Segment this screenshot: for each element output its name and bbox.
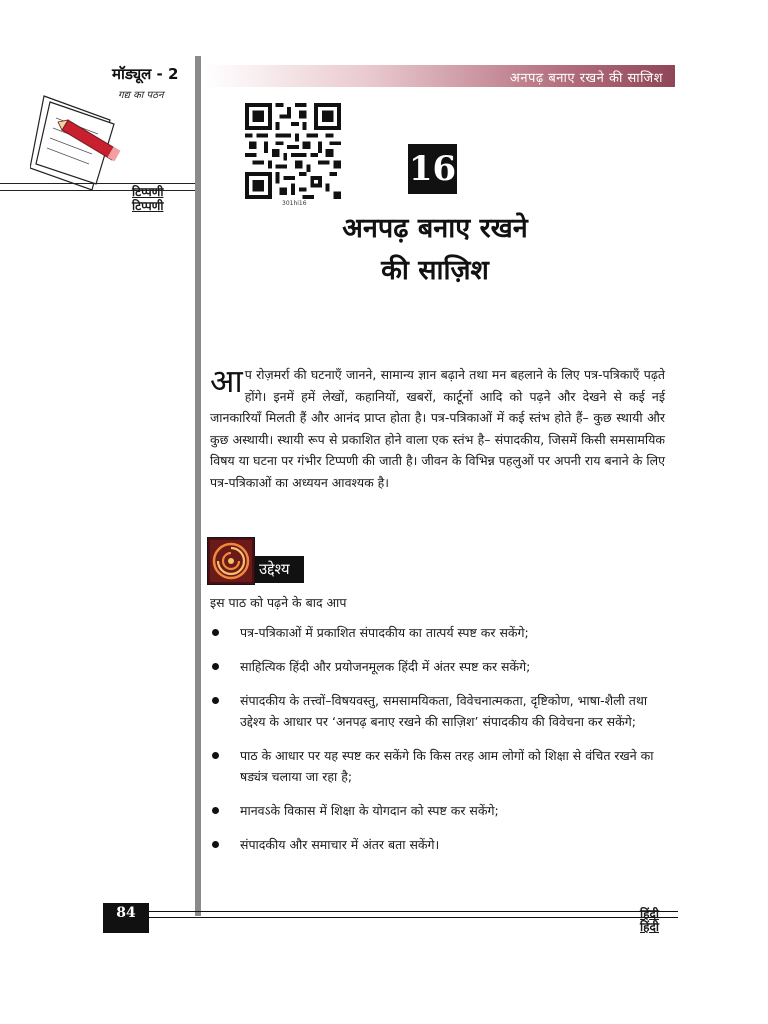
intro-paragraph <box>210 364 665 493</box>
bullet-icon <box>212 752 219 759</box>
margin-rule <box>0 183 195 184</box>
bullet-icon <box>212 697 219 704</box>
margin-divider <box>195 56 201 916</box>
objectives-heading: उद्देश्य <box>255 556 304 583</box>
chapter-title-line1: अनपढ़ बनाए रखने <box>342 213 528 244</box>
list-item: संपादकीय और समाचार में अंतर बता सकेंगे। <box>210 834 670 855</box>
bullet-icon <box>212 807 219 814</box>
footer-rule <box>103 911 678 912</box>
objectives-list <box>210 622 670 868</box>
note-label: टिप्पणी टिप्पणी <box>132 185 164 213</box>
list-item: साहित्यिक हिंदी और प्रयोजनमूलक हिंदी में अंतर स्पष्ट कर सकेंगे; <box>210 656 670 677</box>
chapter-title <box>240 208 630 292</box>
qr-code <box>245 103 341 199</box>
margin-rule-2 <box>0 190 195 191</box>
bullet-icon <box>212 841 219 848</box>
page-number: 84 <box>103 903 149 933</box>
module-title: मॉड्यूल - 2 <box>112 65 179 83</box>
intro-text: प रोज़मर्रा की घटनाएँ जानने, सामान्य ज्ञान बढ़ाने तथा मन बहलाने के लिए पत्र-पत्रिकाएँ पढ़ते होंगे। इनमें हमें लेखों, कहानियों, खबरों, कार्टूनों आदि को पढ़ने और देखने से कई नई जानकारियाँ मिलती हैं और आनंद प्राप्त होता है। पत्र-पत्रिकाओं में कई स्तंभ होते हैं– कुछ स्थायी और कुछ अस्थायी। स्थायी रूप से प्रकाशित होने वाला एक स्तंभ है– संपादकीय, जिसमें किसी समसामयिक विषय या घटना पर गंभीर टिप्पणी की जाती है। जीवन के विभिन्न पहलुओं पर अपनी राय बनाने के लिए पत्र-पत्रिकाओं का अध्ययन आवश्यक है। <box>210 367 665 490</box>
header-banner <box>205 65 675 87</box>
bullet-icon <box>212 629 219 636</box>
bullet-icon <box>212 663 219 670</box>
list-item: मानवऽके विकास में शिक्षा के योगदान को स्पष्ट कर सकेंगे; <box>210 800 670 821</box>
qr-caption: 301hi16 <box>282 200 307 207</box>
objectives-intro: इस पाठ को पढ़ने के बाद आप <box>210 595 347 610</box>
list-item: संपादकीय के तत्त्वों–विषयवस्तु, समसामयिकता, विवेचनात्मकता, दृष्टिकोण, भाषा-शैली तथा उद्देश्य के आधार पर ‘अनपढ़ बनाए रखने की साज़िश’ संपादकीय की विवेचना कर सकेंगे; <box>210 690 670 732</box>
running-title: अनपढ़ बनाए रखने की साजिश <box>509 71 663 86</box>
list-item: पाठ के आधार पर यह स्पष्ट कर सकेंगे कि किस तरह आम लोगों को शिक्षा से वंचित रखने का षड्यंत्र चलाया जा रहा है; <box>210 745 670 787</box>
chapter-title-line2: की साज़िश <box>381 255 489 286</box>
footer-label: हिंदी हिंदी <box>640 907 659 934</box>
notebook-pencil-icon <box>30 92 130 192</box>
module-subtitle: गद्य का पठन <box>118 90 164 101</box>
chapter-number: 16 <box>408 144 457 194</box>
footer-rule-2 <box>103 917 678 918</box>
target-spiral-icon <box>207 537 255 585</box>
list-item: पत्र-पत्रिकाओं में प्रकाशित संपादकीय का तात्पर्य स्पष्ट कर सकेंगे; <box>210 622 670 643</box>
drop-cap: आ <box>210 362 243 400</box>
